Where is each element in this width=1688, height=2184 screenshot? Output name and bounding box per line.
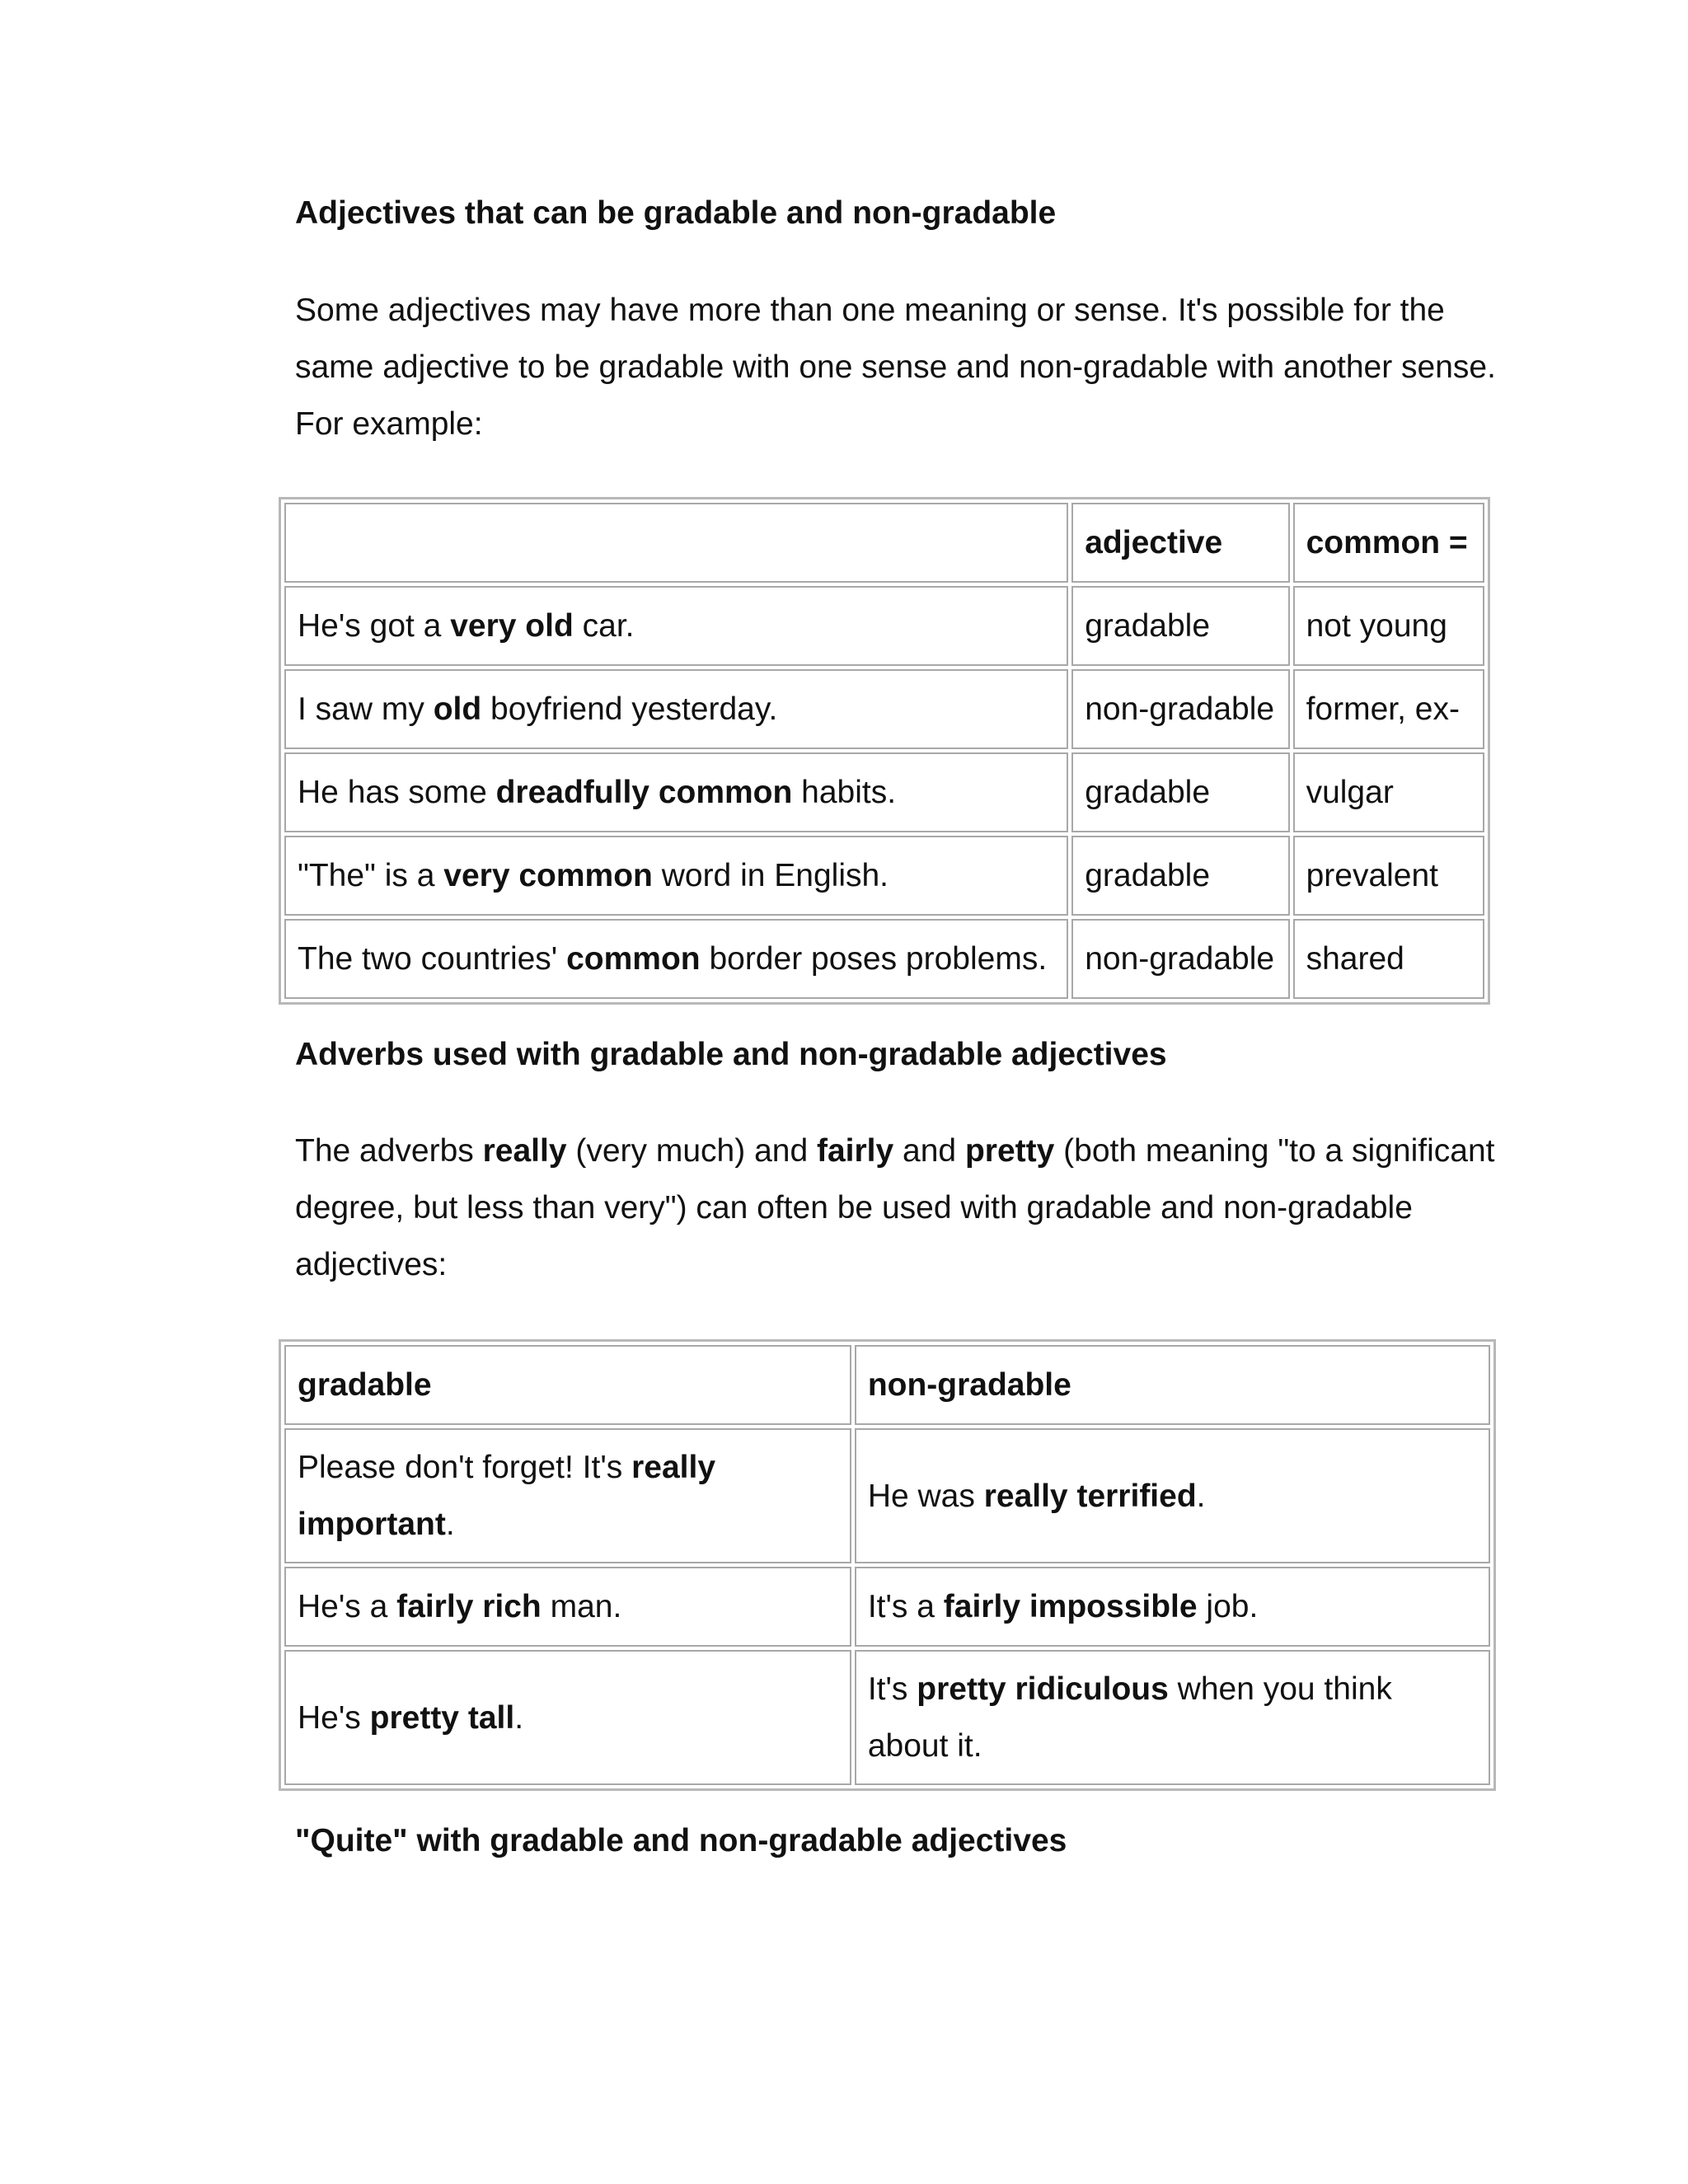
sentence-text: He was — [867, 1478, 984, 1514]
sentence-text: job. — [1197, 1589, 1259, 1624]
sentence-emphasis: common — [566, 941, 701, 977]
adjective-type-cell: gradable — [1071, 836, 1289, 916]
intro-emphasis: fairly — [816, 1133, 894, 1169]
table-header-cell: adjective — [1071, 503, 1289, 583]
adjective-type-cell: gradable — [1071, 752, 1289, 832]
sentence-emphasis: very common — [443, 858, 653, 893]
table-row — [284, 669, 1484, 749]
sentence-text: . — [514, 1699, 524, 1736]
adjective-type-cell: gradable — [1071, 586, 1289, 666]
nongradable-example-cell — [855, 1650, 1490, 1785]
sentence-text: I saw my — [298, 691, 434, 727]
gradable-example-cell — [284, 1567, 851, 1647]
table-header-cell: gradable — [284, 1345, 851, 1425]
table-header-row — [284, 503, 1484, 583]
sentence-text: It's — [867, 1671, 917, 1707]
sentence-emphasis: really terrified — [983, 1478, 1197, 1514]
adjective-type-cell: non-gradable — [1071, 669, 1289, 749]
intro-text: and — [893, 1133, 965, 1169]
table-header-cell: common = — [1293, 503, 1484, 583]
sentence-text: . — [1196, 1478, 1206, 1514]
example-sentence-cell — [284, 752, 1068, 832]
intro-emphasis: pretty — [964, 1133, 1055, 1169]
section-heading-gradable-nongradable: Adjectives that can be gradable and non-gradable — [295, 195, 1057, 231]
table-row — [284, 836, 1484, 916]
table-header-row — [284, 1345, 1490, 1425]
sentence-text: man. — [541, 1589, 622, 1624]
table-row — [284, 752, 1484, 832]
example-sentence-cell — [284, 919, 1068, 999]
sentence-text: border poses problems. — [700, 941, 1048, 977]
section-intro-paragraph — [295, 1122, 1498, 1293]
sentence-emphasis: fairly rich — [396, 1589, 542, 1624]
gradable-example-cell — [284, 1428, 851, 1563]
sentence-text: word in English. — [652, 858, 889, 893]
gradable-example-cell — [284, 1650, 851, 1785]
sentence-text: He's got a — [298, 608, 451, 644]
nongradable-example-cell — [855, 1567, 1490, 1647]
meaning-cell: shared — [1293, 919, 1484, 999]
meaning-cell: vulgar — [1293, 752, 1484, 832]
sentence-emphasis: fairly impossible — [943, 1589, 1198, 1624]
example-sentence-cell — [284, 836, 1068, 916]
section-heading-adverbs: Adverbs used with gradable and non-gradable adjectives — [295, 1037, 1167, 1072]
sentence-text: boyfriend yesterday. — [481, 691, 778, 727]
meaning-cell: former, ex- — [1293, 669, 1484, 749]
adverb-examples-table — [279, 1339, 1496, 1791]
intro-text: The adverbs — [295, 1133, 483, 1169]
adjective-type-cell: non-gradable — [1071, 919, 1289, 999]
nongradable-example-cell — [855, 1428, 1490, 1563]
sentence-emphasis: pretty tall — [369, 1699, 515, 1736]
sentence-emphasis: dreadfully common — [495, 775, 793, 810]
example-sentence-cell — [284, 669, 1068, 749]
sentence-text: The two countries' — [298, 941, 567, 977]
sentence-text: He has some — [298, 775, 496, 810]
table-row — [284, 1428, 1490, 1563]
sentence-text: He's a — [298, 1589, 397, 1624]
sentence-text: He's — [298, 1699, 370, 1736]
sentence-text: Please don't forget! It's — [298, 1450, 632, 1485]
intro-text: (both meaning "to a significant degree, but less than very") can often be used with gradable and non-gradable adjectives: — [295, 1133, 1495, 1282]
meaning-cell: prevalent — [1293, 836, 1484, 916]
table-header-cell — [284, 503, 1068, 583]
section-intro-paragraph: Some adjectives may have more than one meaning or sense. It's possible for the same adjective to be gradable with one sense and non-gradable with another sense. For example: — [295, 293, 1496, 442]
sentence-text: . — [445, 1507, 455, 1542]
table-row — [284, 1650, 1490, 1785]
example-sentence-cell — [284, 586, 1068, 666]
sentence-emphasis: pretty ridiculous — [917, 1671, 1169, 1707]
table-header-cell: non-gradable — [855, 1345, 1490, 1425]
table-row — [284, 586, 1484, 666]
sentence-text: when you think about it. — [867, 1671, 1392, 1764]
section-heading-quite: "Quite" with gradable and non-gradable adjectives — [295, 1823, 1067, 1858]
sentence-text: car. — [573, 608, 635, 644]
sentence-text: "The" is a — [298, 858, 444, 893]
sentence-emphasis: really important — [298, 1450, 716, 1542]
adjective-meaning-table — [279, 497, 1490, 1005]
sentence-text: It's a — [867, 1589, 944, 1624]
meaning-cell: not young — [1293, 586, 1484, 666]
table-row — [284, 919, 1484, 999]
intro-emphasis: really — [482, 1133, 567, 1169]
intro-text: (very much) and — [566, 1133, 817, 1169]
sentence-text: habits. — [792, 775, 897, 810]
table-row — [284, 1567, 1490, 1647]
sentence-emphasis: very old — [450, 608, 574, 644]
sentence-emphasis: old — [433, 691, 482, 727]
